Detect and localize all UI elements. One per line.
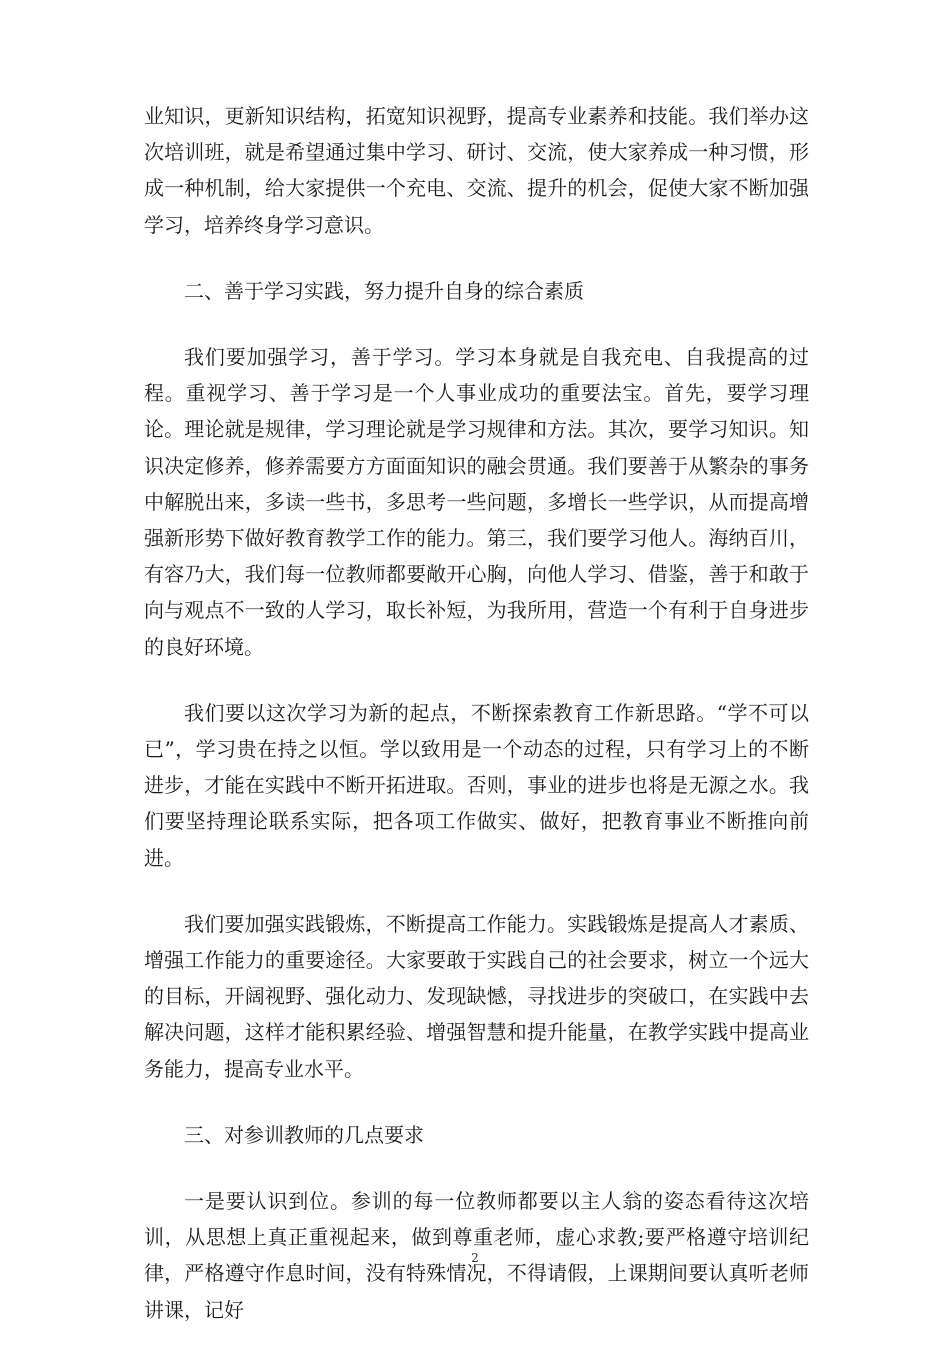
paragraph-learning: 我们要加强学习，善于学习。学习本身就是自我充电、自我提高的过程。重视学习、善于学习是一个人事业成功的重要法宝。首先，要学习理论。理论就是规律，学习理论就是学习规律和方法。其次，要学习知识。知识决定修养，修养需要方方面面知识的融会贯通。我们要善于从繁杂的事务中解脱出来，多读一些书，多思考一些问题，多增长一些学识，从而提高增强新形势下做好教育教学工作的能力。第三，我们要学习他人。海纳百川，有容乃大，我们每一位教师都要敞开心胸，向他人学习、借鉴，善于和敢于向与观点不一致的人学习，取长补短，为我所用，营造一个有利于自身进步的良好环境。 xyxy=(144,345,809,659)
document-body xyxy=(144,98,809,1358)
paragraph-new-start: 我们要以这次学习为新的起点，不断探索教育工作新思路。“学不可以已”，学习贵在持之以恒。学以致用是一个动态的过程，只有学习上的不断进步，才能在实践中不断开拓进取。否则，事业的进步也将是无源之水。我们要坚持理论联系实际，把各项工作做实、做好，把教育事业不断推向前进。 xyxy=(144,700,809,870)
paragraph-practice: 我们要加强实践锻炼，不断提高工作能力。实践锻炼是提高人才素质、增强工作能力的重要途径。大家要敢于实践自己的社会要求，树立一个远大的目标，开阔视野、强化动力、发现缺憾，寻找进步的突破口，在实践中去解决问题，这样才能积累经验、增强智慧和提升能量，在教学实践中提高业务能力，提高专业水平。 xyxy=(144,911,809,1081)
section-heading-3: 三、对参训教师的几点要求 xyxy=(184,1122,424,1147)
paragraph-requirement-1: 一是要认识到位。参训的每一位教师都要以主人翁的姿态看待这次培训，从思想上真正重视起来，做到尊重老师，虚心求教;要严格遵守培训纪律，严格遵守作息时间，没有特殊情况，不得请假，上课期间要认真听老师讲课，记好 xyxy=(144,1189,809,1322)
paragraph-continuation: 业知识，更新知识结构，拓宽知识视野，提高专业素养和技能。我们举办这次培训班，就是希望通过集中学习、研讨、交流，使大家养成一种习惯，形成一种机制，给大家提供一个充电、交流、提升的机会，促使大家不断加强学习，培养终身学习意识。 xyxy=(144,104,809,237)
page-number: 2 xyxy=(471,1251,479,1265)
section-heading-2: 二、善于学习实践，努力提升自身的综合素质 xyxy=(184,278,584,303)
